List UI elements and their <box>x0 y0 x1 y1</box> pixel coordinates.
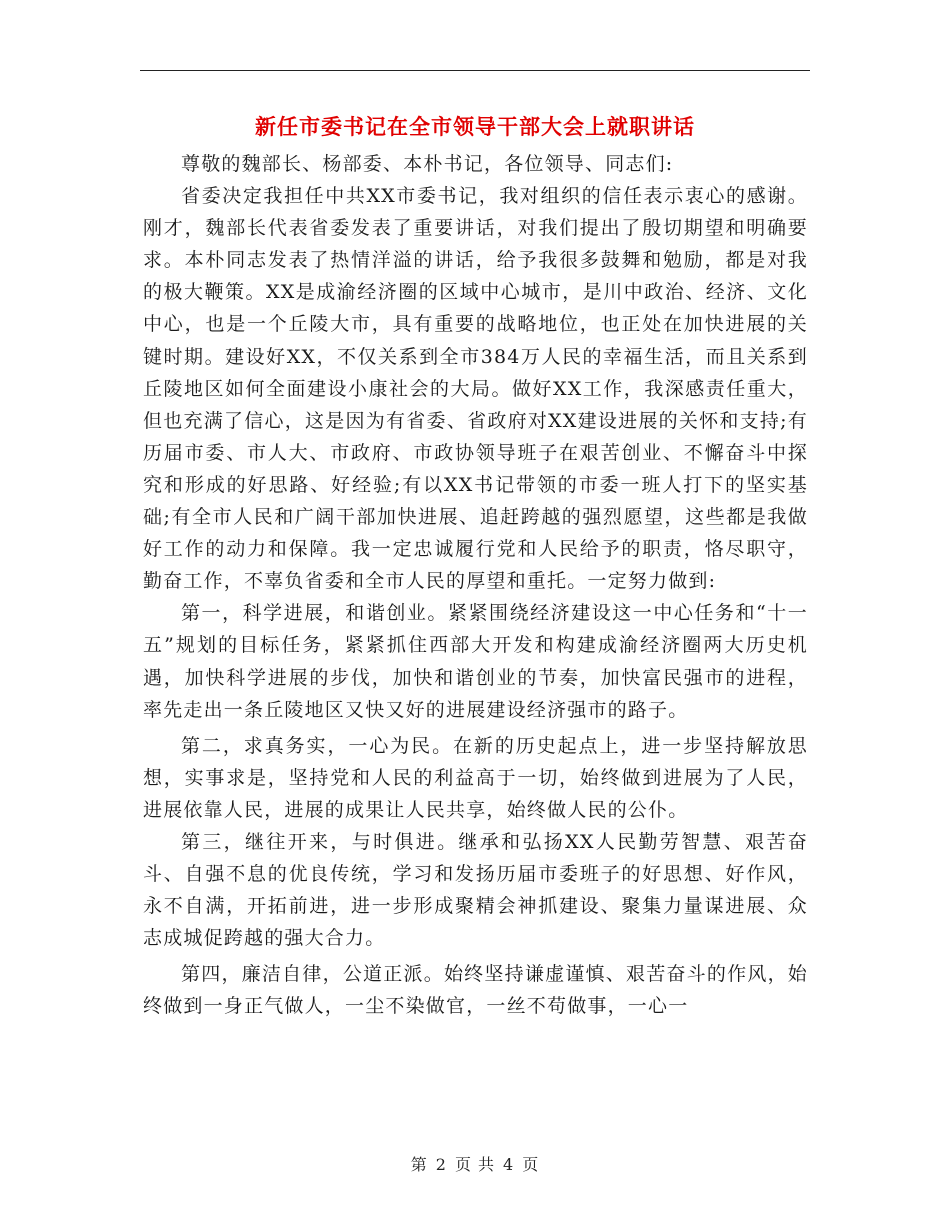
paragraph-point-4: 第四，廉洁自律，公道正派。始终坚持谦虚谨慎、艰苦奋斗的作风，始终做到一身正气做人，一尘不染做官，一丝不苟做事，一心一 <box>143 963 808 1018</box>
paragraph-point-3: 第三，继往开来，与时俱进。继承和弘扬XX人民勤劳智慧、艰苦奋斗、自强不息的优良传统，学习和发扬历届市委班子的好思想、好作风，永不自满，开拓前进，进一步形成聚精会神抓建设、聚集力量谋进展、众志成城促跨越的强大合力。 <box>143 830 808 950</box>
document-body <box>143 148 808 1023</box>
paragraph-salutation: 尊敬的魏部长、杨部委、本朴书记，各位领导、同志们: <box>181 153 674 175</box>
page-footer <box>0 1152 950 1175</box>
header-rule <box>140 70 810 71</box>
paragraph-intro: 省委决定我担任中共XX市委书记，我对组织的信任表示衷心的感谢。刚才，魏部长代表省委发表了重要讲话，对我们提出了殷切期望和明确要求。本朴同志发表了热情洋溢的讲话，给予我很多鼓舞和勉励，都是对我的极大鞭策。XX是成渝经济圈的区域中心城市，是川中政治、经济、文化中心，也是一个丘陵大市，具有重要的战略地位，也正处在加快进展的关键时期。建设好XX，不仅关系到全市384万人民的幸福生活，而且关系到丘陵地区如何全面建设小康社会的大局。做好XX工作，我深感责任重大，但也充满了信心，这是因为有省委、省政府对XX建设进展的关怀和支持;有历届市委、市人大、市政府、市政协领导班子在艰苦创业、不懈奋斗中探究和形成的好思路、好经验;有以XX书记带领的市委一班人打下的坚实基础;有全市人民和广阔干部加快进展、追赶跨越的强烈愿望，这些都是我做好工作的动力和保障。我一定忠诚履行党和人民给予的职责，恪尽职守，勤奋工作，不辜负省委和全市人民的厚望和重托。一定努力做到: <box>143 185 808 593</box>
footer-suffix: 页 <box>522 1155 540 1174</box>
footer-total-pages: 4 <box>503 1155 515 1174</box>
footer-prefix: 第 <box>410 1155 428 1174</box>
footer-page-number: 2 <box>435 1155 447 1174</box>
paragraph-point-2: 第二，求真务实，一心为民。在新的历史起点上，进一步坚持解放思想，实事求是，坚持党和人民的利益高于一切，始终做到进展为了人民，进展依靠人民，进展的成果让人民共享，始终做人民的公仆。 <box>143 734 808 821</box>
document-title: 新任市委书记在全市领导干部大会上就职讲话 <box>255 115 695 139</box>
footer-middle: 页 共 <box>454 1155 496 1174</box>
paragraph-point-1: 第一，科学进展，和谐创业。紧紧围绕经济建设这一中心任务和“十一五”规划的目标任务，紧紧抓住西部大开发和构建成渝经济圈两大历史机遇，加快科学进展的步伐，加快和谐创业的节奏，加快富民强市的进程，率先走出一条丘陵地区又快又好的进展建设经济强市的路子。 <box>143 602 808 721</box>
